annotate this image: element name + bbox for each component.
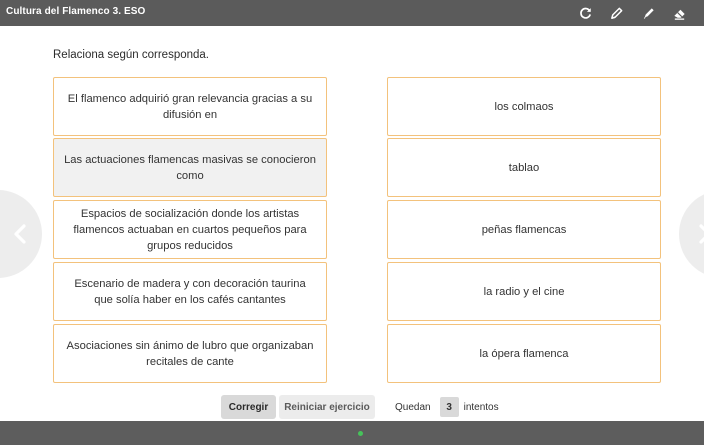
page-indicator-dot — [358, 431, 363, 436]
app-title: Cultura del Flamenco 3. ESO — [6, 6, 146, 17]
right-item-3[interactable] — [387, 200, 661, 259]
reset-exercise-button[interactable]: Reiniciar ejercicio — [279, 395, 375, 419]
marker-icon[interactable] — [639, 4, 657, 22]
bottom-bar — [0, 421, 704, 445]
right-item-5[interactable] — [387, 324, 661, 383]
next-page-button[interactable] — [679, 190, 704, 278]
chevron-left-icon — [10, 223, 32, 245]
left-item-5[interactable] — [53, 324, 327, 383]
right-item-2[interactable] — [387, 138, 661, 197]
left-item-label: El flamenco adquirió gran relevancia gracias a su difusión en — [67, 92, 313, 121]
attempts-suffix: intentos — [463, 401, 499, 413]
left-item-4[interactable] — [53, 262, 327, 321]
attempts-counter — [395, 395, 499, 419]
attempts-count: 3 — [440, 397, 459, 417]
chevron-right-icon — [693, 223, 704, 245]
reload-icon[interactable] — [576, 4, 594, 22]
right-item-4[interactable] — [387, 262, 661, 321]
left-item-label: Espacios de socialización donde los artistas flamencos actuaban en cuartos pequeños para grupos reducidos — [73, 207, 307, 252]
right-item-label: la radio y el cine — [483, 285, 565, 298]
right-item-label: los colmaos — [494, 100, 554, 113]
right-item-1[interactable] — [387, 77, 661, 136]
pencil-icon[interactable] — [607, 4, 625, 22]
right-item-label: la ópera flamenca — [479, 347, 569, 360]
left-item-1[interactable] — [53, 77, 327, 136]
left-item-3[interactable] — [53, 200, 327, 259]
attempts-prefix: Quedan — [395, 401, 431, 413]
check-button[interactable]: Corregir — [221, 395, 276, 419]
eraser-icon[interactable] — [670, 4, 688, 22]
left-item-label: Las actuaciones flamencas masivas se conocieron como — [64, 153, 316, 182]
left-item-label: Escenario de madera y con decoración taurina que solía haber en los cafés cantantes — [74, 277, 306, 306]
right-item-label: peñas flamencas — [481, 223, 567, 236]
left-item-2[interactable] — [53, 138, 327, 197]
left-item-label: Asociaciones sin ánimo de lubro que organizaban recitales de cante — [66, 339, 314, 368]
right-item-label: tablao — [508, 161, 540, 174]
instruction-text: Relaciona según corresponda. — [53, 49, 209, 61]
top-bar — [0, 0, 704, 26]
